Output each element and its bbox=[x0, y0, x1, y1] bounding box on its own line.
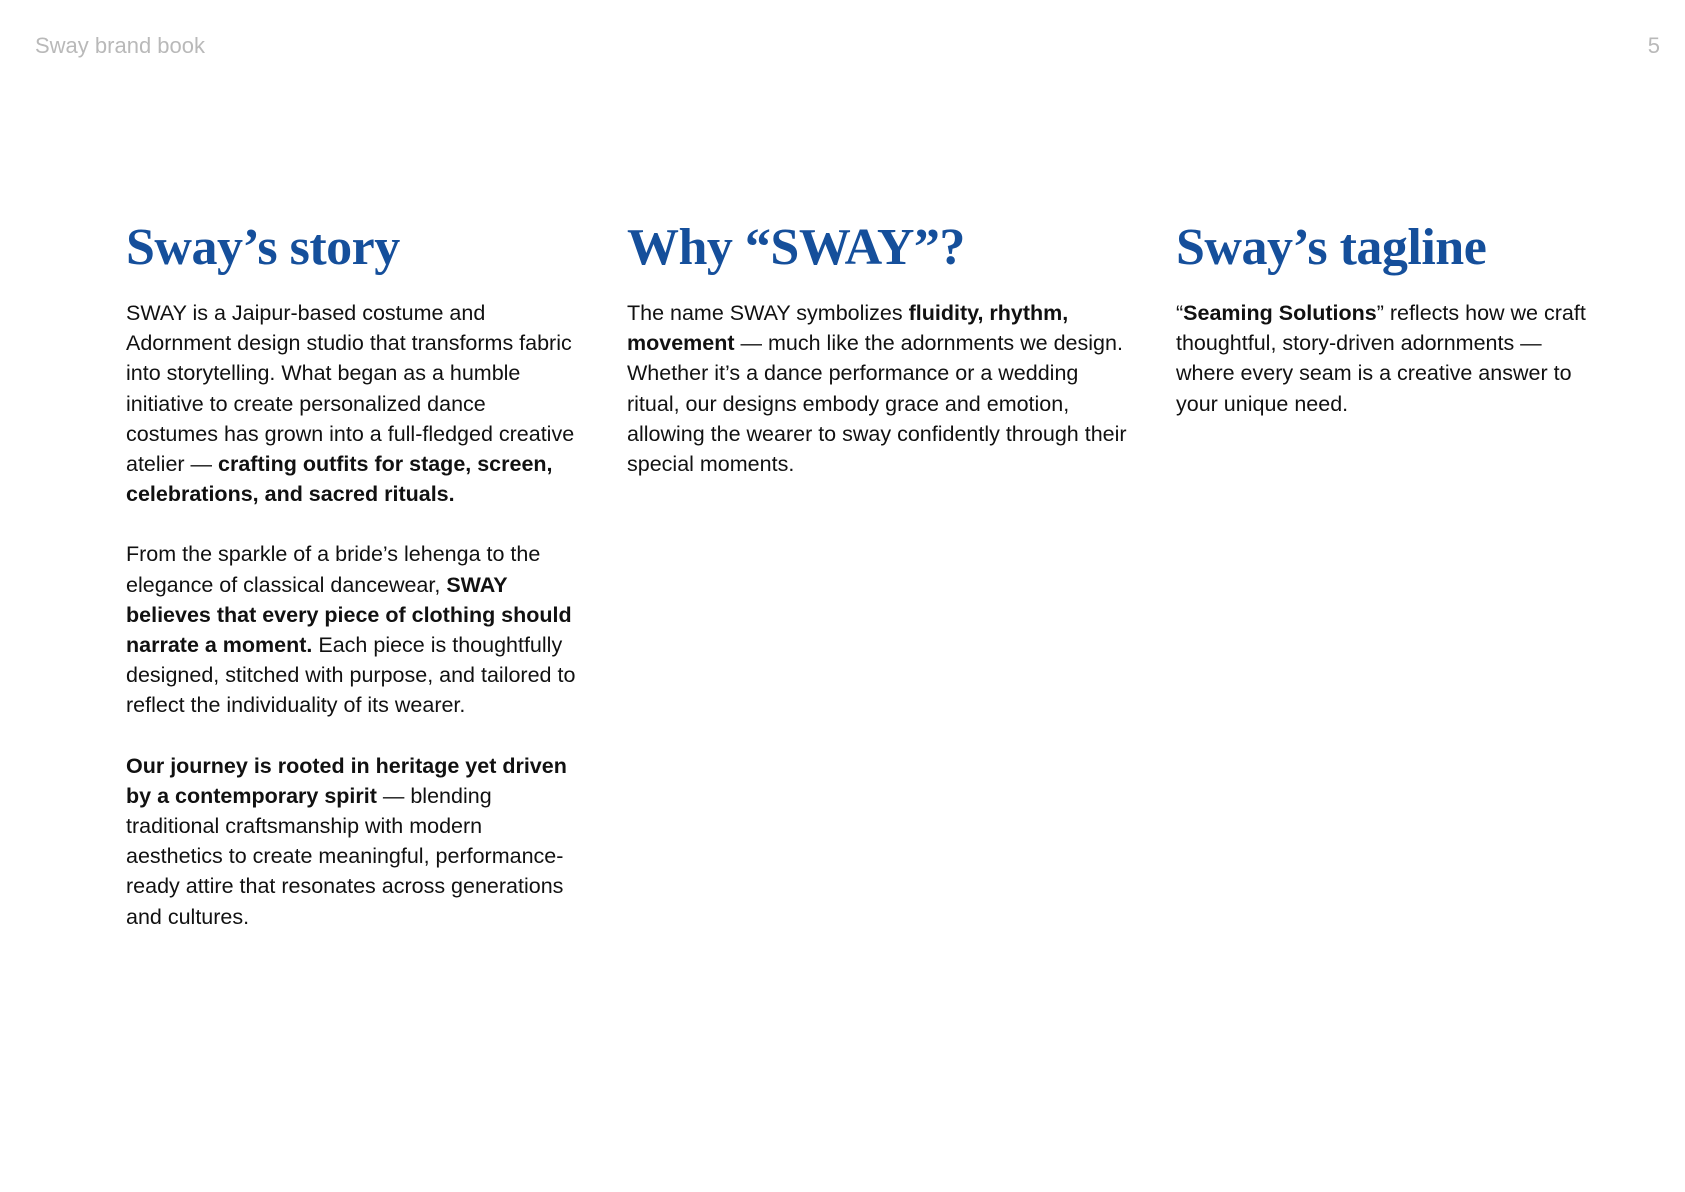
tagline-section bbox=[1176, 218, 1606, 449]
story-title: Sway’s story bbox=[126, 219, 400, 276]
why-p1-bold: fluidity, rhythm, movement bbox=[627, 301, 1069, 356]
why-p1-text2: — much like the adornments we design. Whether it’s a dance performance or a wedding ritual, our designs embody grace and emotion, allowing the wearer to sway confidently through their special moments. bbox=[627, 331, 1127, 477]
story-p1-text: SWAY is a Jaipur-based costume and Adornment design studio that transforms fabric into storytelling. What began as a humble initiative to create personalized dance costumes has grown into a full-fledged creative atelier — bbox=[126, 301, 575, 477]
story-p3-bold: Our journey is rooted in heritage yet driven by a contemporary spirit bbox=[126, 753, 567, 808]
why-sway-section bbox=[627, 218, 1127, 509]
tagline-title: Sway’s tagline bbox=[1176, 219, 1487, 276]
story-p2-text2: Each piece is thoughtfully designed, stitched with purpose, and tailored to reflect the individuality of its wearer. bbox=[126, 633, 576, 718]
page-number: 5 bbox=[1647, 33, 1660, 58]
story-section bbox=[126, 218, 576, 962]
story-paragraph-2 bbox=[126, 539, 576, 720]
story-paragraph-3 bbox=[126, 751, 576, 932]
tagline-text: ” reflects how we craft thoughtful, story-driven adornments — where every seam is a creative answer to your unique need. bbox=[1176, 301, 1586, 416]
story-p1-bold: crafting outfits for stage, screen, celebrations, and sacred rituals. bbox=[126, 452, 553, 507]
why-sway-title: Why “SWAY”? bbox=[627, 219, 965, 276]
running-header-title: Sway brand book bbox=[35, 33, 205, 58]
why-paragraph-1 bbox=[627, 298, 1127, 479]
why-p1-text1: The name SWAY symbolizes bbox=[627, 301, 909, 325]
story-p3-text: — blending traditional craftsmanship with modern aesthetics to create meaningful, performance-ready attire that resonates across generations and cultures. bbox=[126, 783, 564, 929]
story-p2-bold: SWAY believes that every piece of clothing should narrate a moment. bbox=[126, 572, 572, 658]
tagline-paragraph-1 bbox=[1176, 298, 1606, 419]
story-p2-text1: From the sparkle of a bride’s lehenga to the elegance of classical dancewear, bbox=[126, 542, 541, 597]
story-paragraph-1 bbox=[126, 298, 576, 509]
tagline-bold: Seaming Solutions bbox=[1183, 301, 1377, 325]
tagline-open-quote: “ bbox=[1176, 301, 1184, 325]
